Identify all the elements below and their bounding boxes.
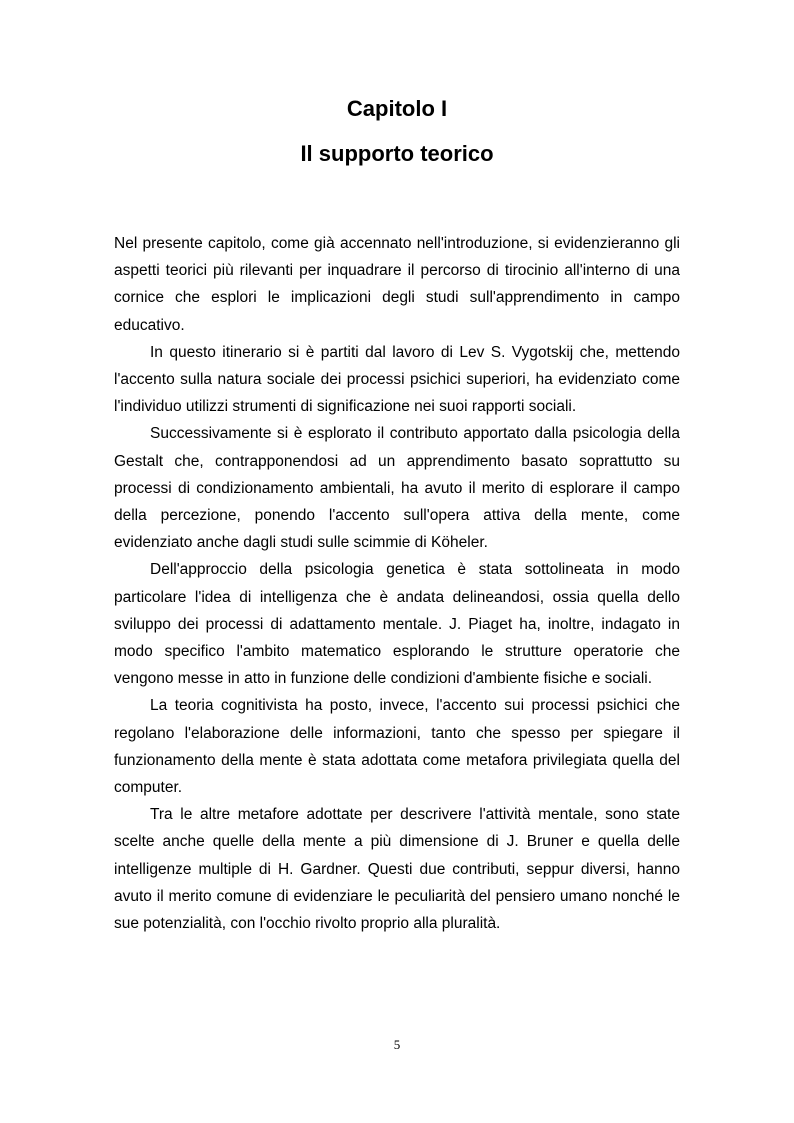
page-number: 5 [393,1037,401,1052]
chapter-title: Il supporto teorico [300,141,494,166]
chapter-number: Capitolo I [346,96,448,121]
paragraph-gestalt: Successivamente si è esplorato il contributo apportato dalla psicologia della Gestalt che, contrapponendosi ad un apprendimento basato soprattutto su processi di condizionamento ambientali, ha avuto il merito di esplorare il campo della percezione, ponendo l'accento sull'opera attiva della mente, come evidenziato anche dagli studi sulle scimmie di Köheler. [114,425,680,552]
body-text [114,230,680,937]
paragraph-bruner-gardner: Tra le altre metafore adottate per descrivere l'attività mentale, sono state scelte anche quelle della mente a più dimensione di J. Bruner e quella delle intelligenze multiple di H. Gardner. Questi due contributi, seppur diversi, hanno avuto il merito comune di evidenziare le peculiarità del pensiero umano nonché le sue potenzialità, con l'occhio rivolto proprio alla pluralità. [114,806,680,933]
paragraph-vygotskij: In questo itinerario si è partiti dal lavoro di Lev S. Vygotskij che, mettendo l'accento sulla natura sociale dei processi psichici superiori, ha evidenziato come l'individuo utilizzi strumenti di significazione nei suoi rapporti sociali. [114,343,680,416]
paragraph-piaget: Dell'approccio della psicologia genetica è stata sottolineata in modo particolare l'idea di intelligenza che è andata delineandosi, ossia quella dello sviluppo dei processi di adattamento mentale. J. Piaget ha, inoltre, indagato in modo specifico l'ambito matematico esplorando le strutture operatorie che vengono messe in atto in funzione delle condizioni d'ambiente fisiche e sociali. [114,561,680,688]
paragraph-cognitivism: La teoria cognitivista ha posto, invece, l'accento sui processi psichici che regolano l'elaborazione delle informazioni, tanto che spesso per spiegare il funzionamento della mente è stata adottata come metafora privilegiata quella del computer. [114,697,680,797]
paragraph-intro: Nel presente capitolo, come già accennato nell'introduzione, si evidenzieranno gli aspetti teorici più rilevanti per inquadrare il percorso di tirocinio all'interno di una cornice che esplori le implicazioni degli studi sull'apprendimento in campo educativo. [114,235,680,334]
